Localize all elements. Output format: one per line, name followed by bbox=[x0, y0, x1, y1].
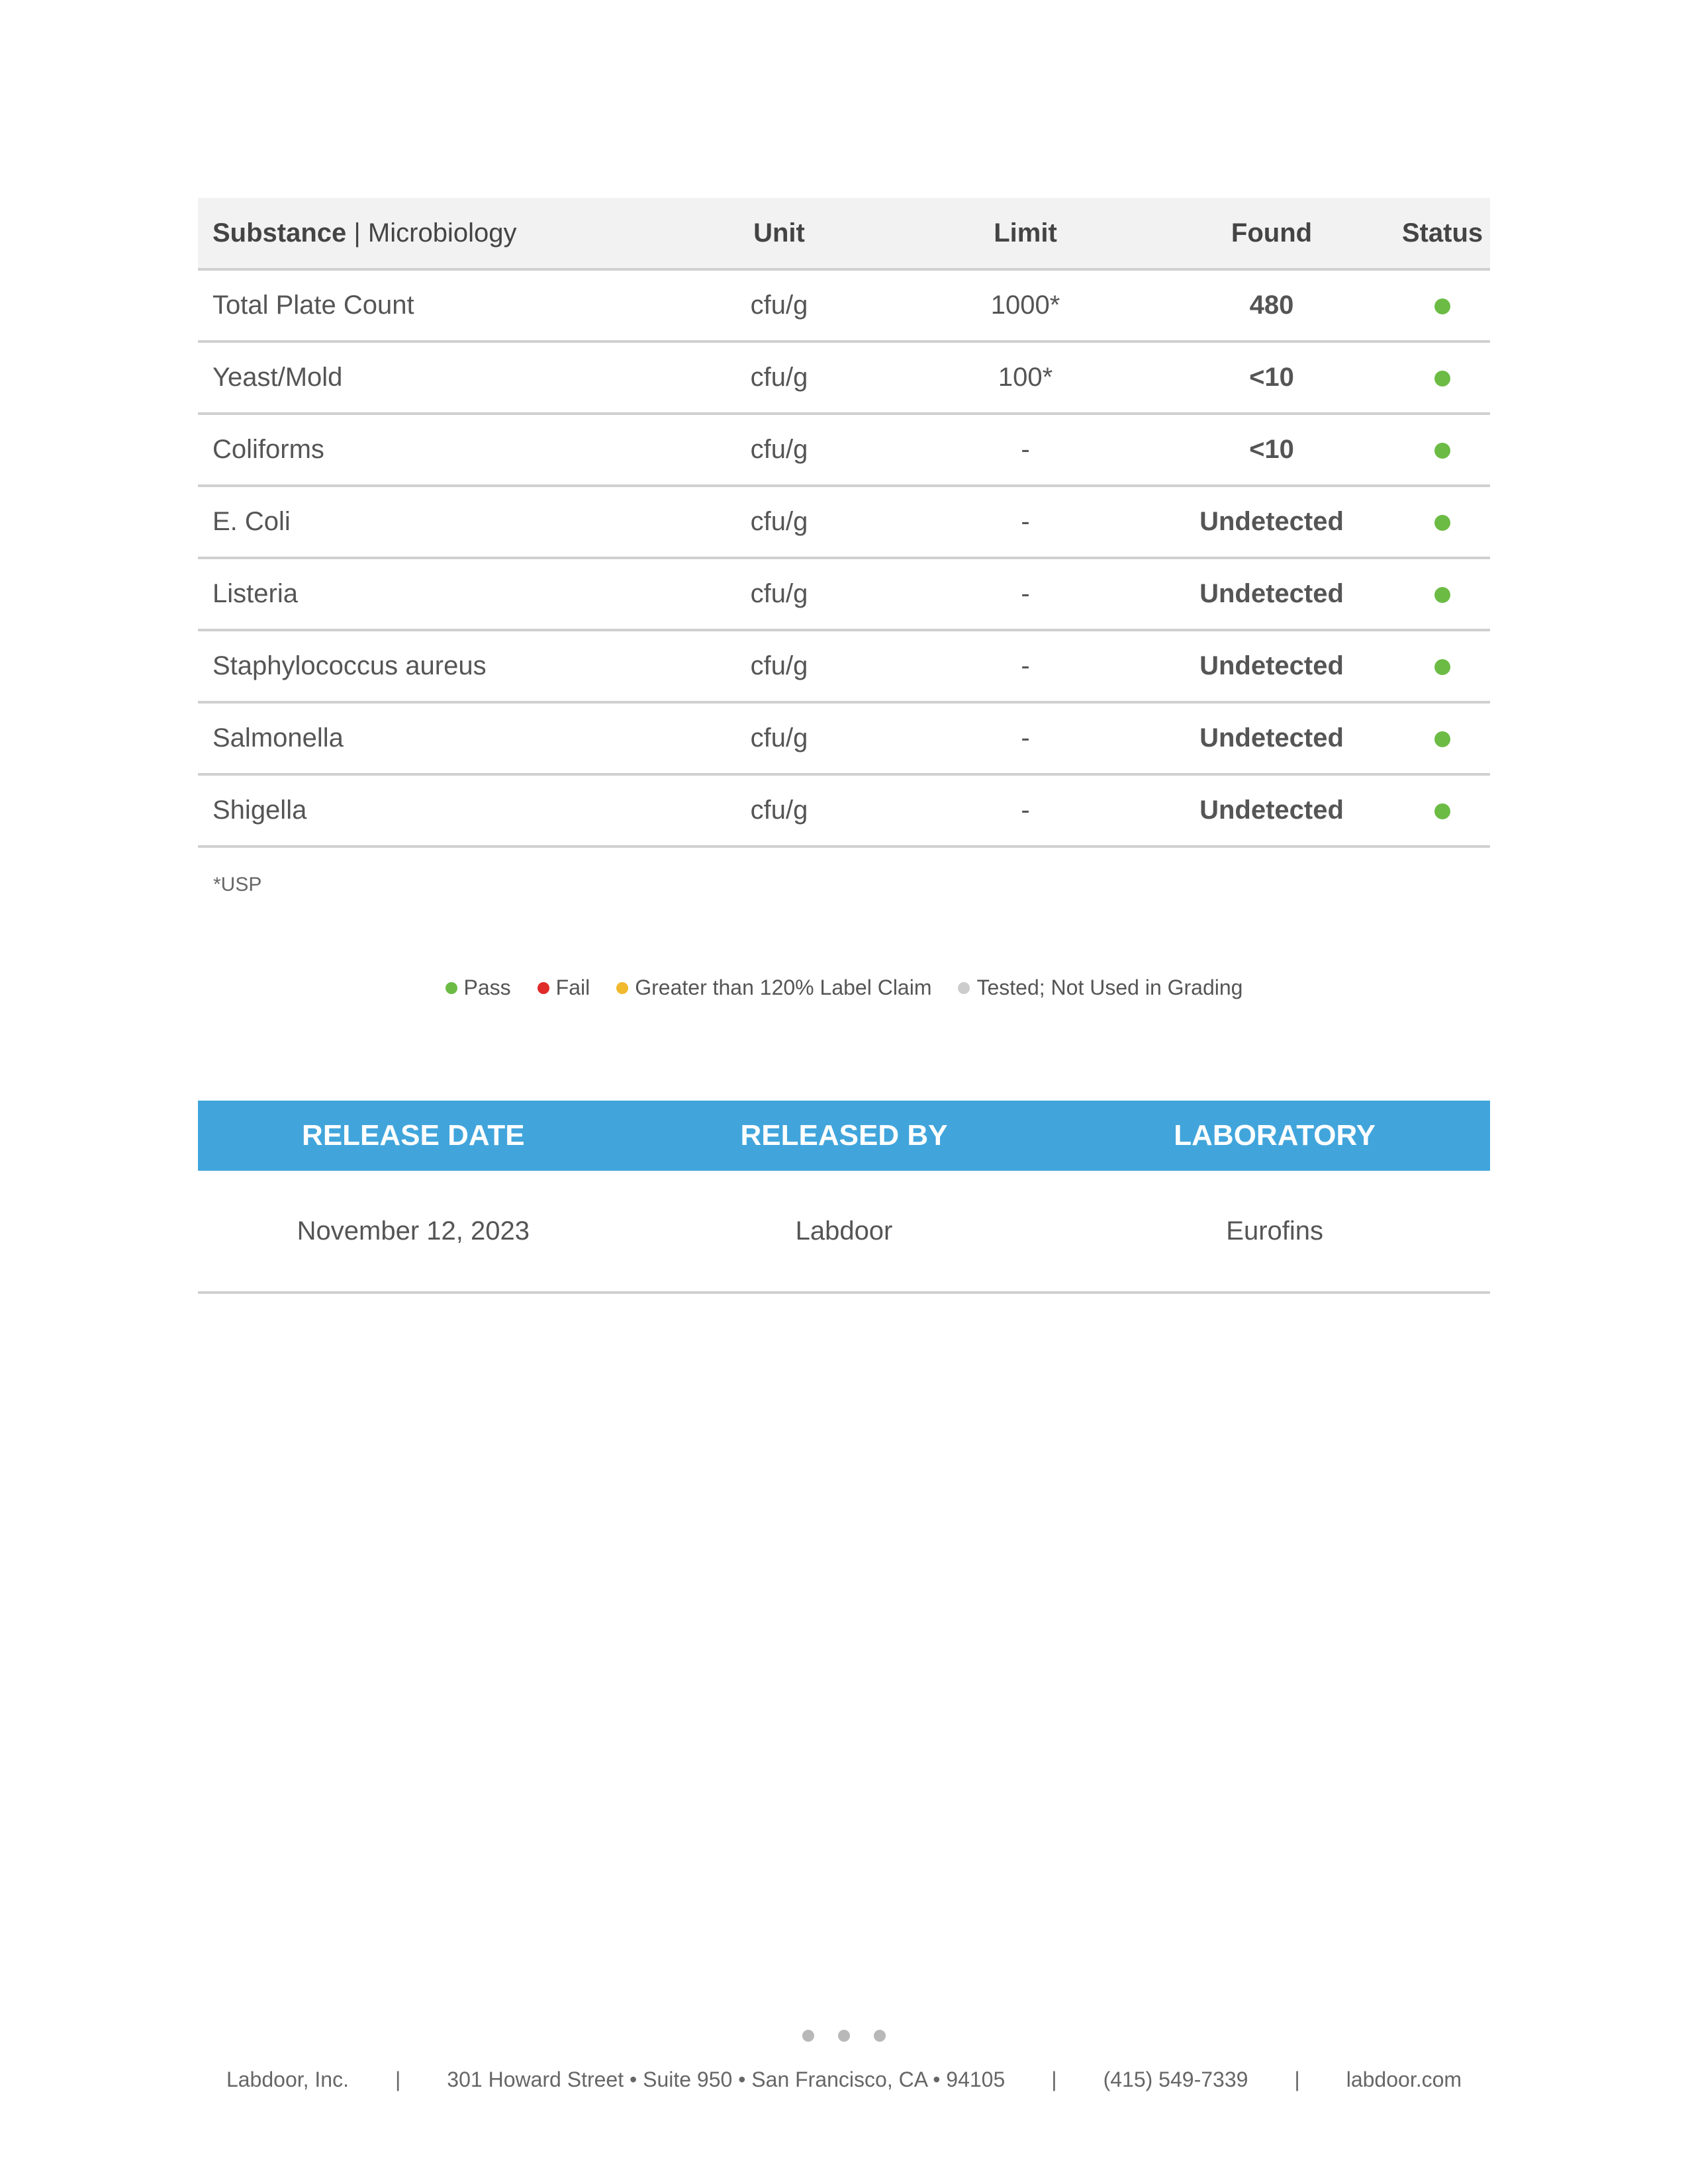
substance-cell: Yeast/Mold bbox=[198, 341, 656, 414]
found-cell: Undetected bbox=[1149, 630, 1395, 702]
release-header-row bbox=[198, 1101, 1490, 1171]
status-cell bbox=[1395, 414, 1490, 486]
footer-separator: | bbox=[1294, 2068, 1300, 2091]
status-dot-icon bbox=[1434, 515, 1450, 531]
laboratory-value: Eurofins bbox=[1059, 1171, 1490, 1293]
footer-separator: | bbox=[395, 2068, 401, 2091]
status-cell bbox=[1395, 774, 1490, 846]
found-cell: 480 bbox=[1149, 269, 1395, 341]
release-table bbox=[198, 1101, 1490, 1294]
status-dot-icon bbox=[1434, 443, 1450, 459]
found-cell: <10 bbox=[1149, 414, 1395, 486]
released-by-header: RELEASED BY bbox=[629, 1101, 1060, 1171]
page-dot bbox=[838, 2030, 850, 2042]
substance-cell: Total Plate Count bbox=[198, 269, 656, 341]
page-dot bbox=[874, 2030, 886, 2042]
found-cell: Undetected bbox=[1149, 486, 1395, 558]
release-values-row bbox=[198, 1171, 1490, 1293]
unit-cell: cfu/g bbox=[656, 486, 902, 558]
table-row bbox=[198, 414, 1490, 486]
page-dots bbox=[0, 2030, 1688, 2045]
legend-dot-icon bbox=[616, 982, 628, 994]
status-dot-icon bbox=[1434, 587, 1450, 603]
unit-header: Unit bbox=[656, 198, 902, 269]
laboratory-header: LABORATORY bbox=[1059, 1101, 1490, 1171]
status-cell bbox=[1395, 630, 1490, 702]
substance-header bbox=[198, 198, 656, 269]
table-row bbox=[198, 269, 1490, 341]
substance-cell: Listeria bbox=[198, 558, 656, 630]
table-row bbox=[198, 486, 1490, 558]
substance-cell: Coliforms bbox=[198, 414, 656, 486]
status-legend bbox=[0, 976, 1688, 1000]
status-header: Status bbox=[1395, 198, 1490, 269]
microbiology-table bbox=[198, 198, 1490, 848]
found-cell: Undetected bbox=[1149, 774, 1395, 846]
legend-item bbox=[958, 976, 1243, 1000]
table-row bbox=[198, 341, 1490, 414]
limit-cell: - bbox=[902, 486, 1149, 558]
unit-cell: cfu/g bbox=[656, 630, 902, 702]
legend-dot-icon bbox=[445, 982, 457, 994]
unit-cell: cfu/g bbox=[656, 269, 902, 341]
status-dot-icon bbox=[1434, 803, 1450, 819]
unit-cell: cfu/g bbox=[656, 774, 902, 846]
table-row bbox=[198, 558, 1490, 630]
status-cell bbox=[1395, 702, 1490, 774]
legend-dot-icon bbox=[958, 982, 970, 994]
release-date-value: November 12, 2023 bbox=[198, 1171, 629, 1293]
status-dot-icon bbox=[1434, 659, 1450, 675]
page-dot bbox=[802, 2030, 814, 2042]
found-header: Found bbox=[1149, 198, 1395, 269]
status-dot-icon bbox=[1434, 731, 1450, 747]
limit-cell: 100* bbox=[902, 341, 1149, 414]
found-cell: Undetected bbox=[1149, 558, 1395, 630]
substance-header-category: | Microbiology bbox=[346, 218, 517, 248]
table-row bbox=[198, 774, 1490, 846]
limit-header: Limit bbox=[902, 198, 1149, 269]
legend-item bbox=[538, 976, 590, 1000]
legend-item bbox=[616, 976, 931, 1000]
legend-label: Pass bbox=[463, 976, 511, 999]
legend-label: Tested; Not Used in Grading bbox=[976, 976, 1243, 999]
table-body bbox=[198, 269, 1490, 846]
substance-cell: Shigella bbox=[198, 774, 656, 846]
legend-label: Greater than 120% Label Claim bbox=[635, 976, 932, 999]
page-footer bbox=[0, 2068, 1688, 2092]
release-date-header: RELEASE DATE bbox=[198, 1101, 629, 1171]
unit-cell: cfu/g bbox=[656, 702, 902, 774]
unit-cell: cfu/g bbox=[656, 341, 902, 414]
limit-cell: - bbox=[902, 630, 1149, 702]
limit-cell: - bbox=[902, 774, 1149, 846]
legend-item bbox=[445, 976, 511, 1000]
limit-cell: - bbox=[902, 558, 1149, 630]
footer-company: Labdoor, Inc. bbox=[226, 2068, 349, 2091]
status-dot-icon bbox=[1434, 371, 1450, 387]
status-cell bbox=[1395, 269, 1490, 341]
table-row bbox=[198, 702, 1490, 774]
footer-address: 301 Howard Street • Suite 950 • San Francisco, CA • 94105 bbox=[447, 2068, 1006, 2091]
legend-label: Fail bbox=[555, 976, 590, 999]
limit-cell: - bbox=[902, 414, 1149, 486]
limit-cell: 1000* bbox=[902, 269, 1149, 341]
released-by-value: Labdoor bbox=[629, 1171, 1060, 1293]
table-row bbox=[198, 630, 1490, 702]
substance-header-bold: Substance bbox=[212, 218, 347, 248]
substance-cell: Salmonella bbox=[198, 702, 656, 774]
footer-phone[interactable]: (415) 549-7339 bbox=[1103, 2068, 1248, 2091]
footer-website-link[interactable]: labdoor.com bbox=[1346, 2068, 1462, 2091]
legend-dot-icon bbox=[538, 982, 549, 994]
found-cell: Undetected bbox=[1149, 702, 1395, 774]
status-cell bbox=[1395, 486, 1490, 558]
limit-cell: - bbox=[902, 702, 1149, 774]
status-cell bbox=[1395, 558, 1490, 630]
unit-cell: cfu/g bbox=[656, 558, 902, 630]
substance-cell: E. Coli bbox=[198, 486, 656, 558]
status-dot-icon bbox=[1434, 298, 1450, 314]
found-cell: <10 bbox=[1149, 341, 1395, 414]
unit-cell: cfu/g bbox=[656, 414, 902, 486]
substance-cell: Staphylococcus aureus bbox=[198, 630, 656, 702]
table-header-row bbox=[198, 198, 1490, 269]
footnote: *USP bbox=[213, 874, 262, 895]
status-cell bbox=[1395, 341, 1490, 414]
footer-separator: | bbox=[1051, 2068, 1057, 2091]
